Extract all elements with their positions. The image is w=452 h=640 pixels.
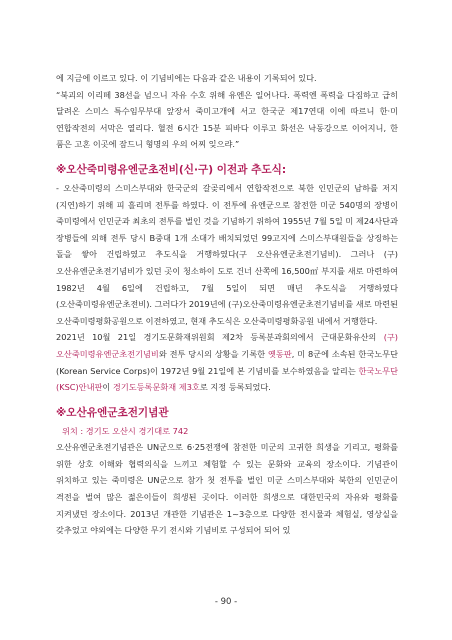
highlight-ksc-sign: 한국노무단(KSC)안내판: [56, 365, 398, 393]
highlight-old-monument: (구)오산죽미령유엔군초전기념비: [56, 332, 398, 359]
para2-text-e: 로 지정 등록되었다.: [199, 382, 271, 393]
section-heading-memorial-relocation: ※오산죽미령유엔군초전비(신·구) 이전과 추도식:: [56, 163, 287, 176]
monument-inscription-quote: “북괴의 이리떼 38선을 넘으니 자유 수호 위해 유엔은 일어나다. 폭력엔 폭력을 다짐하고 급히 달려온 스미스 특수임무부대 앞장서 죽미고개에 서고 한국군 제17연대 이에 따르니 한·미 연합작전의 서막은 열리다. 혈전 6시간 15분 피바다 이루고 화선은 낙동강으로 이어지니, 한 품은 고혼 이곳에 잠드니 형명의 우의 어찌 잊으랴.”: [56, 89, 398, 150]
para2-text-b: 와 전투 당시의 상황을 기록한: [158, 348, 269, 359]
memorial-hall-location: 위치 : 경기도 오산시 경기대로 742: [62, 425, 189, 436]
intro-line: 에 지금에 이르고 있다. 이 기념비에는 다음과 같은 내용이 기록되어 있다.: [56, 73, 317, 83]
highlight-registered-heritage: 경기도등록문화재 제3호: [112, 382, 200, 393]
section-heading-memorial-hall: ※오산유엔군초전기념관: [56, 406, 169, 419]
highlight-old-copper-plate: 옛동판: [268, 348, 292, 359]
para2-text-d: 이: [102, 382, 113, 393]
document-body: [56, 70, 398, 539]
section1-paragraph-2: [56, 329, 398, 395]
section2-paragraph: 오산유엔군초전기념관은 UN군으로 6·25전쟁에 참전한 미군의 고귀한 희생을 기리고, 평화를 위한 상호 이해와 협력의식을 느끼고 체험할 수 있는 문화와 교육의 장소이다. 기념관이 위치하고 있는 죽미령은 UN군으로 참가 첫 전투를 벌인 미군 스미스부대와 북한의 인민군이 격전을 벌여 많은 젊은이들이 희생된 곳이다. 이러한 희생으로 대한민국의 자유와 평화를 지켜냈던 장소이다. 2013년 개관한 기념관은 1~3층으로 다양한 전시물과 체험실, 영상실을 갖추었고 야외에는 다양한 무기 전시와 기념비로 구성되어 되어 있: [56, 442, 398, 536]
section1-paragraph-1: - 오산죽미령의 스미스부대와 한국군의 갈곶리에서 연합작전으로 북한 인민군의 남하를 저지(지연)하기 위해 피 흘리며 전투를 하였다. 이 전투에 유엔군으로 참전한 미군 540명의 장병이 죽미령에서 인민군과 최초의 전투를 벌인 것을 기념하기 위하여 1955년 7월 5일 미 제24사단과 장병들에 의해 전투 당시 B중대 1개 소대가 배치되었던 99고지에 스미스부대원들을 상징하는 돌을 쌓아 건립하였고 추도식을 거행하였다(구 오산유엔군초전기념비). 그러나 (구)오산유엔군초전기념비가 있던 곳이 청소하이 도로 건너 산쪽에 16,500㎡ 부지를 새로 마련하여 1982년 4월 6일에 건립하고, 7월 5일이 되면 매년 추도식을 거행하였다(오산죽미령유엔군초전비). 그러다가 2019년에 (구)오산죽미령유엔군초전기념비를 새로 마련된 오산죽미령평화공원으로 이전하였고, 현재 추도식은 오산죽미령평화공원 내에서 거행한다.: [56, 182, 398, 326]
para2-text-a: 2021년 10월 21일 경기도문화재위원회 제2차 등록분과회의에서 근대문화유산의: [56, 332, 384, 343]
page-number: - 90 -: [214, 597, 238, 607]
para2-text-c: , 미 8군에 소속된 한국노무단(Korean Service Corps)이 1972년 9월 21일에 본 기념비를 보수하였음을 알리는: [56, 348, 398, 376]
